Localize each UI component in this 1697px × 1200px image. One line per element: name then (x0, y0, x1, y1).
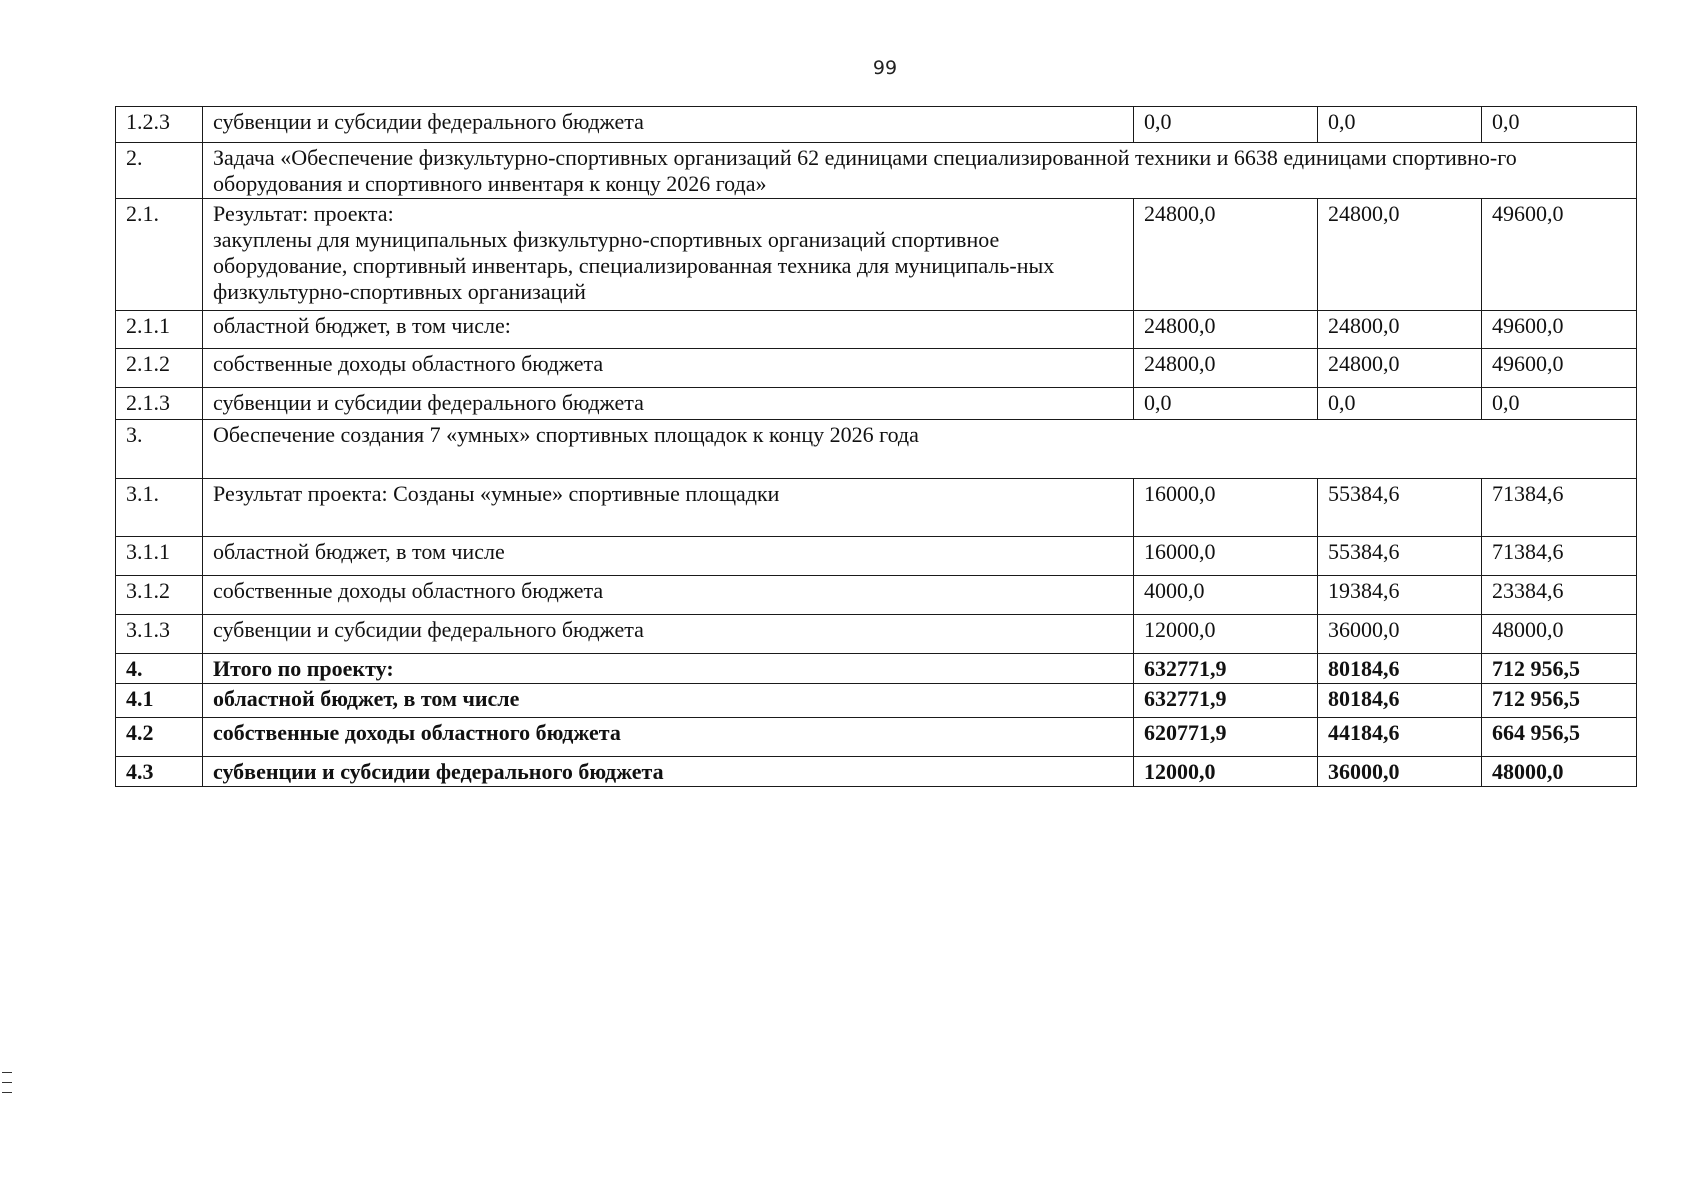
row-name: субвенции и субсидии федерального бюджета (203, 388, 1134, 420)
row-name: областной бюджет, в том числе (203, 537, 1134, 576)
value-total: 48000,0 (1482, 757, 1637, 787)
value-year-2: 24800,0 (1318, 349, 1482, 388)
table-row-total (116, 684, 1637, 718)
row-code: 3.1. (116, 479, 203, 537)
row-code: 2.1.1 (116, 311, 203, 349)
row-name: областной бюджет, в том числе (203, 684, 1134, 718)
value-total: 664 956,5 (1482, 718, 1637, 757)
row-code: 4. (116, 654, 203, 684)
value-year-1: 4000,0 (1134, 576, 1318, 615)
row-code: 1.2.3 (116, 107, 203, 143)
row-name: собственные доходы областного бюджета (203, 349, 1134, 388)
binding-mark (2, 1082, 12, 1083)
value-year-1: 24800,0 (1134, 311, 1318, 349)
row-code: 4.3 (116, 757, 203, 787)
value-year-2: 55384,6 (1318, 479, 1482, 537)
table-row (116, 479, 1637, 537)
value-year-2: 24800,0 (1318, 311, 1482, 349)
table-row (116, 107, 1637, 143)
value-year-2: 0,0 (1318, 107, 1482, 143)
value-total: 48000,0 (1482, 615, 1637, 654)
row-name: областной бюджет, в том числе: (203, 311, 1134, 349)
table-row-total (116, 757, 1637, 787)
value-total: 71384,6 (1482, 479, 1637, 537)
row-code: 3. (116, 420, 203, 479)
table-row-total (116, 654, 1637, 684)
row-name: субвенции и субсидии федерального бюджета (203, 757, 1134, 787)
row-name: собственные доходы областного бюджета (203, 576, 1134, 615)
row-code: 2.1.2 (116, 349, 203, 388)
value-year-1: 12000,0 (1134, 615, 1318, 654)
table-row (116, 388, 1637, 420)
table-row (116, 420, 1637, 479)
value-year-1: 16000,0 (1134, 479, 1318, 537)
table-row-total (116, 718, 1637, 757)
value-total: 71384,6 (1482, 537, 1637, 576)
value-year-2: 80184,6 (1318, 684, 1482, 718)
task-description: Задача «Обеспечение физкультурно-спортивных организаций 62 единицами специализированной техники и 6638 единицами спортивно-го оборудования и спортивного инвентаря к концу 2026 года» (203, 143, 1637, 199)
value-year-1: 632771,9 (1134, 654, 1318, 684)
table-row (116, 199, 1637, 311)
row-name (203, 199, 1134, 311)
value-year-2: 55384,6 (1318, 537, 1482, 576)
budget-table (115, 106, 1637, 787)
row-code: 3.1.1 (116, 537, 203, 576)
value-total: 0,0 (1482, 107, 1637, 143)
row-code: 4.2 (116, 718, 203, 757)
value-year-1: 24800,0 (1134, 199, 1318, 311)
table-row (116, 349, 1637, 388)
value-year-1: 24800,0 (1134, 349, 1318, 388)
result-description: закуплены для муниципальных физкультурно-спортивных организаций спортивное оборудование, спортивный инвентарь, специализированная техника для муниципаль-ных физкультурно-спортивных организаций (213, 227, 1055, 304)
table-row (116, 537, 1637, 576)
row-code: 2.1. (116, 199, 203, 311)
task-description: Обеспечение создания 7 «умных» спортивных площадок к концу 2026 года (203, 420, 1637, 479)
value-year-2: 80184,6 (1318, 654, 1482, 684)
value-total: 49600,0 (1482, 199, 1637, 311)
value-total: 49600,0 (1482, 311, 1637, 349)
table-row (116, 311, 1637, 349)
table-row (116, 143, 1637, 199)
row-code: 2.1.3 (116, 388, 203, 420)
value-total: 712 956,5 (1482, 684, 1637, 718)
row-name: субвенции и субсидии федерального бюджета (203, 615, 1134, 654)
value-year-1: 0,0 (1134, 388, 1318, 420)
value-total: 49600,0 (1482, 349, 1637, 388)
table-row (116, 576, 1637, 615)
value-year-1: 12000,0 (1134, 757, 1318, 787)
row-name: Итого по проекту: (203, 654, 1134, 684)
row-code: 4.1 (116, 684, 203, 718)
value-year-1: 16000,0 (1134, 537, 1318, 576)
value-year-2: 36000,0 (1318, 615, 1482, 654)
result-title: Результат: проекта: (213, 201, 394, 226)
row-code: 3.1.2 (116, 576, 203, 615)
row-name: субвенции и субсидии федерального бюджета (203, 107, 1134, 143)
value-year-1: 0,0 (1134, 107, 1318, 143)
row-name: собственные доходы областного бюджета (203, 718, 1134, 757)
row-code: 2. (116, 143, 203, 199)
value-year-1: 632771,9 (1134, 684, 1318, 718)
value-total: 23384,6 (1482, 576, 1637, 615)
value-year-2: 19384,6 (1318, 576, 1482, 615)
value-year-1: 620771,9 (1134, 718, 1318, 757)
value-year-2: 36000,0 (1318, 757, 1482, 787)
table-row (116, 615, 1637, 654)
value-year-2: 24800,0 (1318, 199, 1482, 311)
value-year-2: 44184,6 (1318, 718, 1482, 757)
page-number: 99 (872, 57, 898, 79)
value-total: 0,0 (1482, 388, 1637, 420)
row-name: Результат проекта: Созданы «умные» спортивные площадки (203, 479, 1134, 537)
binding-mark (2, 1072, 12, 1073)
value-year-2: 0,0 (1318, 388, 1482, 420)
binding-mark (2, 1092, 12, 1093)
value-total: 712 956,5 (1482, 654, 1637, 684)
row-code: 3.1.3 (116, 615, 203, 654)
